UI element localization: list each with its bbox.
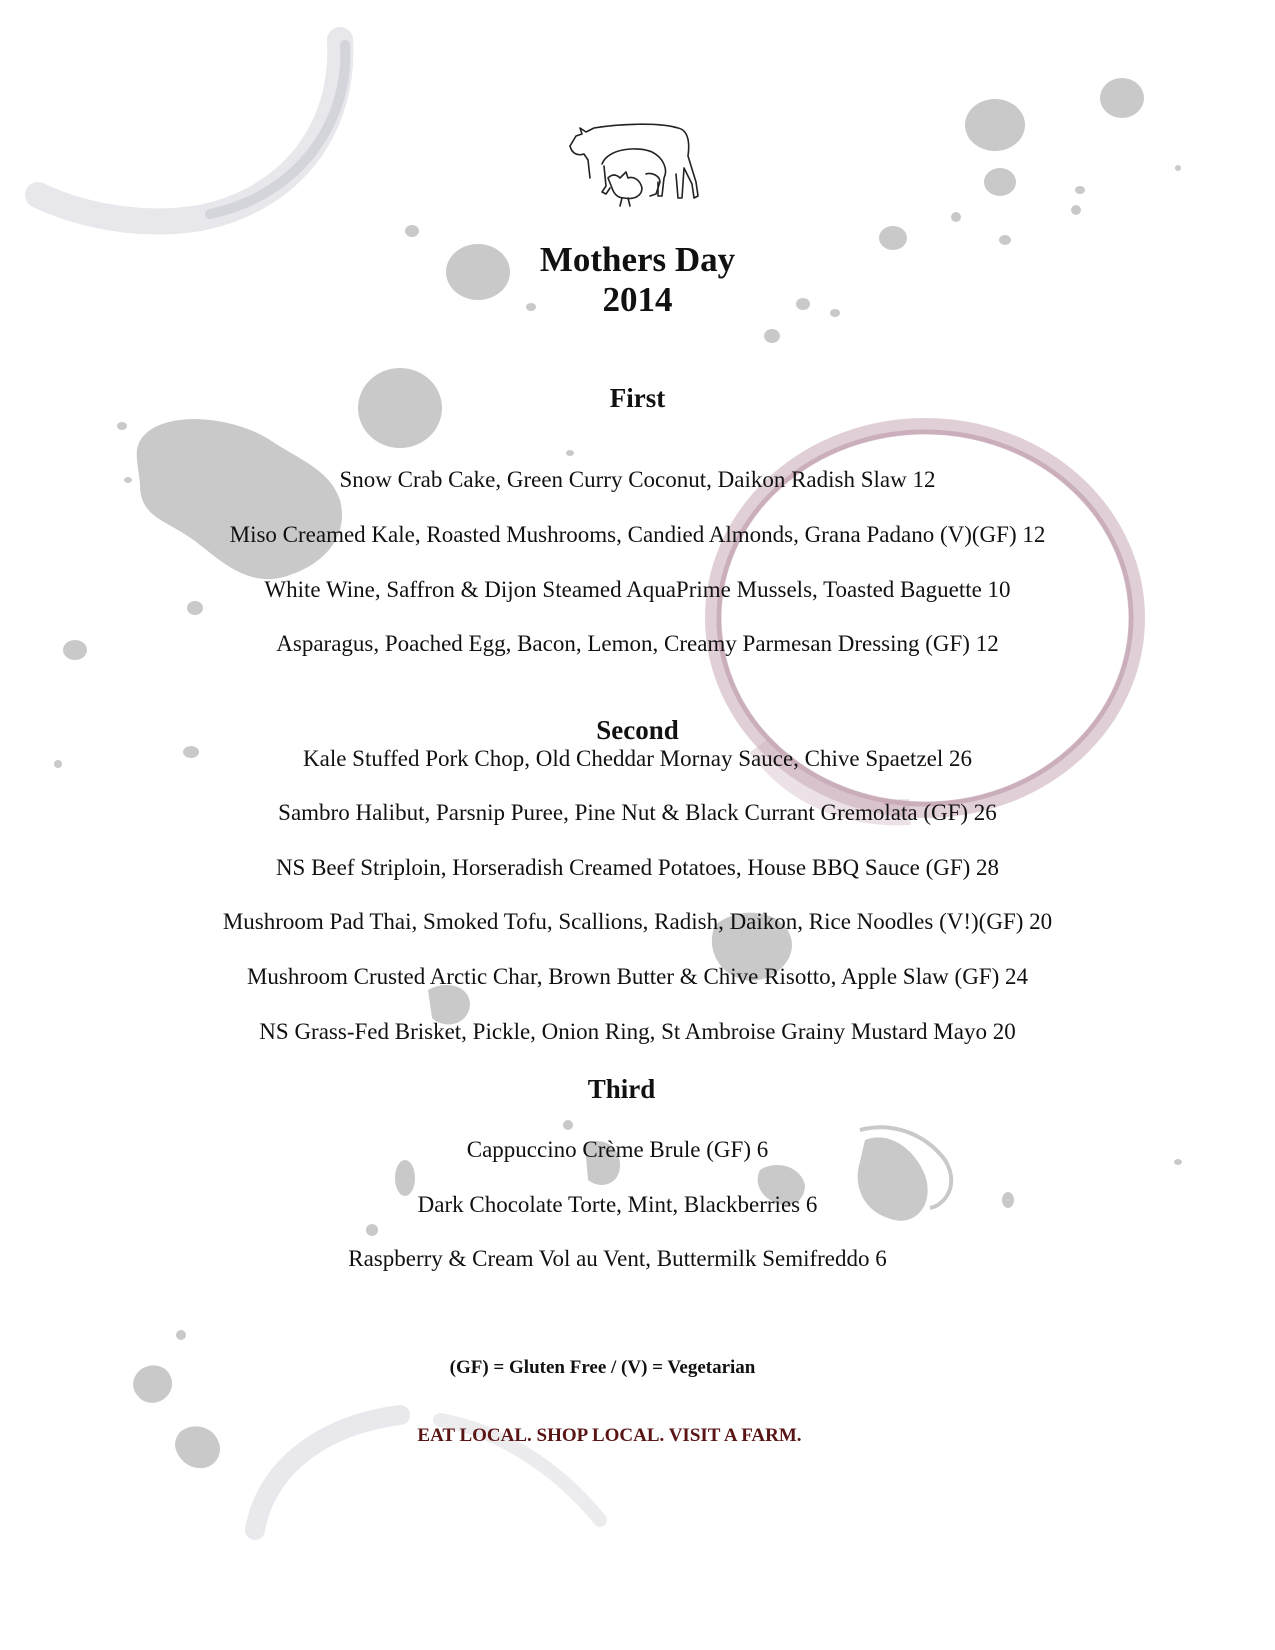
section-heading-first: First: [609, 383, 666, 413]
dietary-legend: (GF) = Gluten Free / (V) = Vegetarian: [449, 1357, 756, 1378]
section-heading-third: Third: [587, 1074, 656, 1104]
menu-item: White Wine, Saffron & Dijon Steamed AquaPrime Mussels, Toasted Baguette 10: [264, 577, 1011, 602]
menu-item: Mushroom Crusted Arctic Char, Brown Butter & Chive Risotto, Apple Slaw (GF) 24: [246, 964, 1029, 989]
menu-item: Snow Crab Cake, Green Curry Coconut, Daikon Radish Slaw 12: [339, 467, 936, 492]
section-heading-second: Second: [596, 715, 679, 745]
menu-item: Sambro Halibut, Parsnip Puree, Pine Nut & Black Currant Gremolata (GF) 26: [278, 800, 997, 825]
menu-item: Dark Chocolate Torte, Mint, Blackberries 6: [417, 1192, 818, 1217]
page-title-line-2: 2014: [602, 280, 673, 319]
menu-item: Asparagus, Poached Egg, Bacon, Lemon, Creamy Parmesan Dressing (GF) 12: [276, 631, 999, 656]
slogan: EAT LOCAL. SHOP LOCAL. VISIT A FARM.: [417, 1425, 802, 1446]
menu-item: NS Grass-Fed Brisket, Pickle, Onion Ring, St Ambroise Grainy Mustard Mayo 20: [259, 1019, 1016, 1044]
menu-item: Kale Stuffed Pork Chop, Old Cheddar Mornay Sauce, Chive Spaetzel 26: [303, 746, 972, 771]
menu-item: Cappuccino Crème Brule (GF) 6: [466, 1137, 769, 1162]
farm-animals-logo-icon: [568, 118, 704, 210]
menu-item: Mushroom Pad Thai, Smoked Tofu, Scallions, Radish, Daikon, Rice Noodles (V!)(GF) 20: [222, 909, 1053, 934]
menu-item: Raspberry & Cream Vol au Vent, Buttermilk Semifreddo 6: [348, 1246, 887, 1271]
page-title-line-1: Mothers Day: [539, 240, 736, 279]
menu-item: NS Beef Striploin, Horseradish Creamed Potatoes, House BBQ Sauce (GF) 28: [275, 855, 1000, 880]
menu-item: Miso Creamed Kale, Roasted Mushrooms, Candied Almonds, Grana Padano (V)(GF) 12: [229, 522, 1046, 547]
